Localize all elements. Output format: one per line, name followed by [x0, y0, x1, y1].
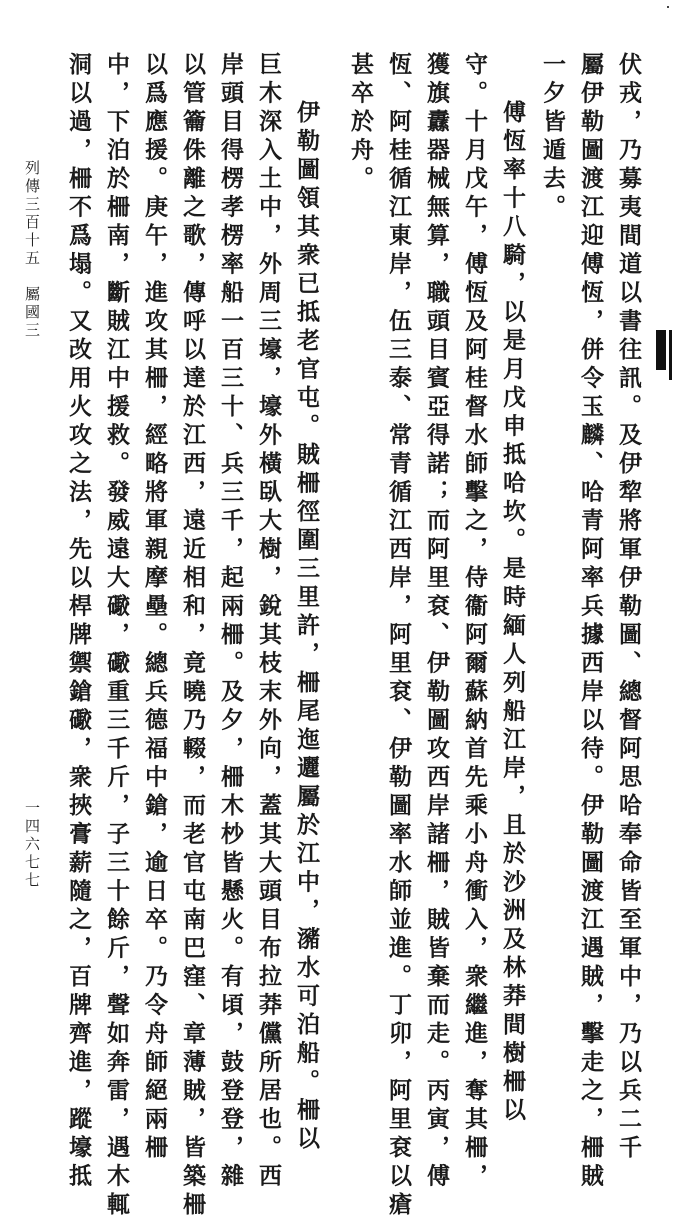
- running-head: 列傳三百十五 屬國三: [23, 160, 41, 340]
- text-column: 岸頭目得楞孝楞率船一百三十、兵三千，起兩柵。及夕，柵木杪皆懸火。有頃，鼓登登，雜: [217, 52, 244, 1192]
- text-column: 洞以過，柵不爲塌。又改用火攻之法，先以桿牌禦鎗礮，衆挾膏薪隨之，百牌齊進，蹤壕抵: [65, 52, 92, 1192]
- page-number: 一四六七七: [23, 800, 41, 890]
- text-column: 中，下泊於柵南，斷賊江中援救。發威遠大礮，礮重三千斤，子三十餘斤，聲如奔雷，遇木輒: [103, 52, 130, 1221]
- text-column: 以管籥侏離之歌，傳呼以達於江西，遠近相和，竟曉乃輟，而老官屯南巴窪、章薄賊，皆築柵: [179, 52, 206, 1221]
- text-column: 以爲應援。庚午，進攻其柵，經略將軍親摩壘。總兵德福中鎗，逾日卒。乃令舟師絕兩柵: [141, 52, 168, 1164]
- text-column: 巨木深入土中，外周三壕，壕外橫臥大樹，銳其枝末外向，蓋其大頭目布拉莽儻所居也。西: [255, 52, 282, 1192]
- text-column: 伏戎，乃募夷間道以書往訊。及伊犂將軍伊勒圖、總督阿思哈奉命皆至軍中，乃以兵二千: [615, 52, 642, 1164]
- text-column: 傅恆率十八騎，以是月戊申抵哈坎。是時緬人列船江岸，且於沙洲及林莽間樹柵以: [499, 100, 526, 1126]
- text-column: 恆、阿桂循江東岸，伍三泰、常青循江西岸，阿里袞、伊勒圖率水師並進。丁卯，阿里袞以瘡: [385, 52, 412, 1221]
- text-column: 守。十月戊午，傅恆及阿桂督水師擊之，侍衞阿爾蘇納首先乘小舟衝入，衆繼進，奪其柵，: [461, 52, 488, 1192]
- edge-binding-line: [669, 330, 672, 380]
- scan-speck: [667, 6, 669, 8]
- text-column: 獲旗纛器械無算，職頭目賓亞得諾；而阿里袞、伊勒圖攻西岸諸柵，賊皆棄而走。丙寅，傅: [423, 52, 450, 1192]
- text-column: 屬伊勒圖渡江迎傅恆，併令玉麟、哈青阿率兵據西岸以待。伊勒圖渡江遇賊，擊走之，柵賊: [577, 52, 604, 1192]
- edge-binding-mark: [656, 330, 666, 370]
- text-column: 伊勒圖領其衆已抵老官屯。賊柵徑圍三里許，柵尾迤邐屬於江中，瀦水可泊船。柵以: [293, 100, 320, 1155]
- text-column: 甚卒於舟。: [347, 52, 374, 195]
- text-column: 一夕皆遁去。: [539, 52, 566, 223]
